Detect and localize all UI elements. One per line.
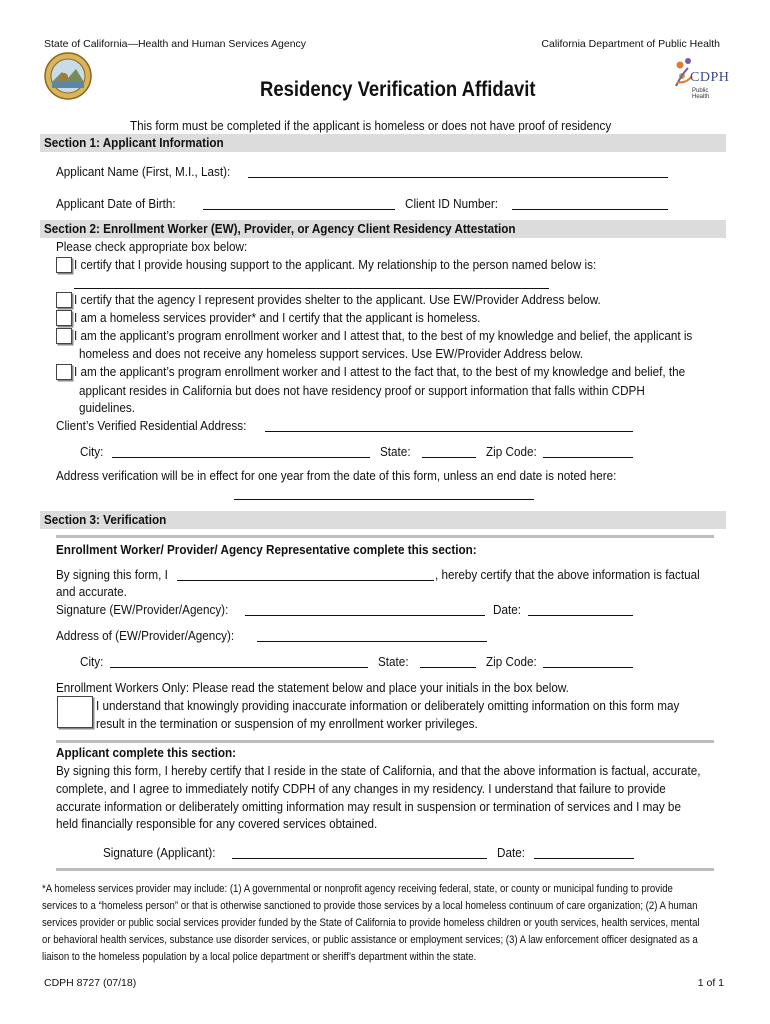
section1-header	[40, 134, 726, 152]
section3-title: Section 3: Verification	[44, 512, 167, 527]
ew-sign-suffix: , hereby certify that the above information is factual	[435, 567, 700, 582]
effect-note: Address verification will be in effect for one year from the date of this form, unless an end date is noted here:	[56, 468, 617, 483]
section2-header	[40, 220, 726, 238]
option4-line1: I am the applicant’s program enrollment worker and I attest that, to the best of my knowledge and belief, the applicant is	[74, 328, 693, 343]
page-number: 1 of 1	[697, 977, 724, 989]
option4-line2: homeless and does not receive any homeless support services. Use EW/Provider Address below.	[79, 346, 583, 361]
initials-box[interactable]	[57, 696, 93, 728]
applicant-statement-line2: complete, and I agree to immediately notify CDPH of any changes in my residency. I understand that failure to provide	[56, 781, 666, 796]
ew-state-label: State:	[378, 654, 409, 669]
zip-field[interactable]	[543, 457, 633, 458]
residential-address-field[interactable]	[265, 431, 633, 432]
applicant-signature-field[interactable]	[232, 858, 487, 859]
dob-label: Applicant Date of Birth:	[56, 196, 176, 211]
ew-sign-continuation: and accurate.	[56, 584, 127, 599]
section1-title: Section 1: Applicant Information	[44, 135, 224, 150]
section3-header	[40, 511, 726, 529]
check-instruction: Please check appropriate box below:	[56, 239, 248, 254]
client-id-field[interactable]	[512, 209, 668, 210]
ew-address-field[interactable]	[257, 641, 487, 642]
ew-date-field[interactable]	[528, 615, 633, 616]
initials-statement-line1: I understand that knowingly providing inaccurate information or deliberately omitting information on this form may	[96, 698, 680, 713]
option3-text: I am a homeless services provider* and I certify that the applicant is homeless.	[74, 310, 481, 325]
footnote-line3: services provider or public social services provider funded by the State of California to provide homeless children or youth services, health services, mental	[42, 917, 700, 929]
footnote-line1: *A homeless services provider may include: (1) A governmental or nonprofit agency receiving federal, state, or county or municipal funding to provide	[42, 883, 673, 895]
option2-checkbox[interactable]	[56, 292, 72, 308]
applicant-date-label: Date:	[497, 845, 525, 860]
header-department: California Department of Public Health	[541, 38, 720, 50]
page-title: Residency Verification Affidavit	[260, 78, 536, 101]
applicant-date-field[interactable]	[534, 858, 634, 859]
applicant-statement-line1: By signing this form, I hereby certify that I reside in the state of California, and that the above information is factual, accurate,	[56, 763, 701, 778]
ew-city-label: City:	[80, 654, 104, 669]
ew-address-label: Address of (EW/Provider/Agency):	[56, 628, 235, 643]
applicant-section-heading: Applicant complete this section:	[56, 745, 237, 760]
ew-only-instruction: Enrollment Workers Only: Please read the statement below and place your initials in the box below.	[56, 680, 569, 695]
option5-checkbox[interactable]	[56, 364, 72, 380]
option5-line1: I am the applicant’s program enrollment worker and I attest to the fact that, to the best of my knowledge and belief, the	[74, 364, 686, 379]
applicant-signature-label: Signature (Applicant):	[103, 845, 216, 860]
zip-label: Zip Code:	[486, 444, 537, 459]
divider	[56, 535, 714, 538]
relationship-field[interactable]	[74, 288, 549, 289]
footnote-line4: or behavioral health services, substance use disorder services, or public assistance or employment services; (3) A law enforcement officer designated as a	[42, 934, 698, 946]
city-field[interactable]	[112, 457, 370, 458]
ew-signature-field[interactable]	[245, 615, 485, 616]
ew-sign-prefix: By signing this form, I	[56, 567, 168, 582]
option5-line2: applicant resides in California but does not have residency proof or support information that falls within CDPH	[79, 383, 645, 398]
applicant-name-label: Applicant Name (First, M.I., Last):	[56, 164, 231, 179]
ew-state-field[interactable]	[420, 667, 476, 668]
option3-checkbox[interactable]	[56, 310, 72, 326]
option1-text: I certify that I provide housing support to the applicant. My relationship to the person named below is:	[74, 257, 597, 272]
ew-city-field[interactable]	[110, 667, 368, 668]
option1-checkbox[interactable]	[56, 257, 72, 273]
ew-name-field[interactable]	[177, 580, 434, 581]
initials-statement-line2: result in the termination or suspension of my enrollment worker privileges.	[96, 716, 478, 731]
section2-title: Section 2: Enrollment Worker (EW), Provider, or Agency Client Residency Attestation	[44, 221, 516, 236]
ew-section-heading: Enrollment Worker/ Provider/ Agency Representative complete this section:	[56, 542, 477, 557]
option5-line3: guidelines.	[79, 400, 135, 415]
divider	[56, 868, 714, 871]
header-agency: State of California—Health and Human Services Agency	[44, 38, 307, 50]
state-seal-icon	[44, 52, 92, 100]
city-label: City:	[80, 444, 104, 459]
ew-signature-label: Signature (EW/Provider/Agency):	[56, 602, 229, 617]
cdph-logo	[672, 56, 730, 100]
ew-date-label: Date:	[493, 602, 521, 617]
applicant-statement-line4: held financially responsible for any covered services obtained.	[56, 816, 378, 831]
intro-text: This form must be completed if the applicant is homeless or does not have proof of residency	[130, 118, 612, 133]
client-id-label: Client ID Number:	[405, 196, 498, 211]
cdph-logo-text: CDPH	[690, 70, 730, 85]
option4-checkbox[interactable]	[56, 328, 72, 344]
state-field[interactable]	[422, 457, 476, 458]
divider	[56, 740, 714, 743]
state-label: State:	[380, 444, 411, 459]
dob-field[interactable]	[203, 209, 395, 210]
footnote-line2: services to a “homeless person” or that is otherwise sanctioned to provide those services by a local homeless continuum of care organization; (2) A human	[42, 900, 698, 912]
form-id: CDPH 8727 (07/18)	[44, 977, 137, 989]
ew-zip-field[interactable]	[543, 667, 633, 668]
cdph-logo-subtext: Public Health	[692, 88, 710, 100]
ew-zip-label: Zip Code:	[486, 654, 537, 669]
end-date-field[interactable]	[234, 499, 534, 500]
applicant-statement-line3: accurate information or deliberately omitting information may result in suspension or termination of services and I may be	[56, 799, 681, 814]
applicant-name-field[interactable]	[248, 177, 668, 178]
residential-address-label: Client’s Verified Residential Address:	[56, 418, 247, 433]
footnote-line5: liaison to the homeless population by a local police department or sheriff’s department within the state.	[42, 951, 477, 963]
option2-text: I certify that the agency I represent provides shelter to the applicant. Use EW/Provider Address below.	[74, 292, 601, 307]
